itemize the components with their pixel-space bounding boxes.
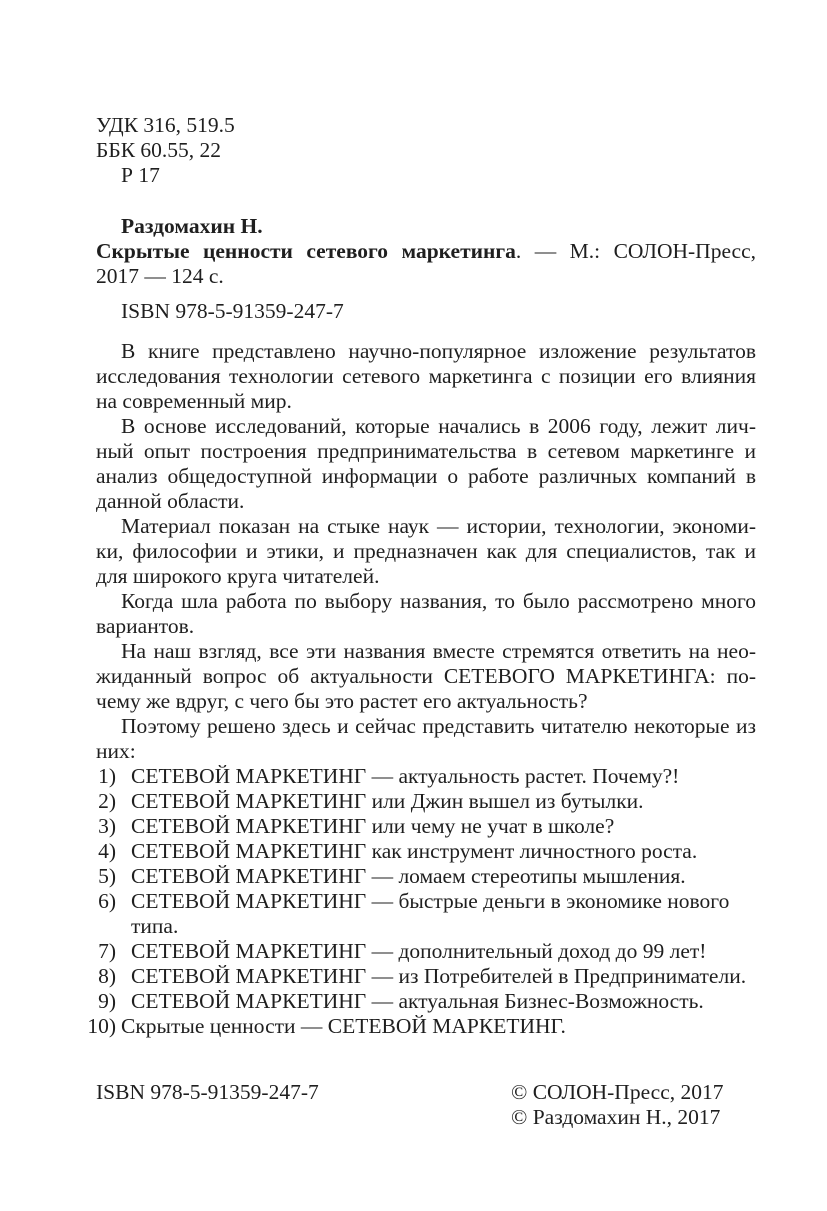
list-number: 4): [98, 839, 116, 863]
abstract-p2-line: В основе исследований, которые начались в 2006 году, лежит лич-: [121, 414, 756, 438]
abstract-p2-line: анализ общедоступной информации о работе различных компаний в: [96, 464, 756, 488]
book-title: Скрытые ценности сетевого маркетинга: [96, 239, 516, 263]
list-text-continuation: типа.: [131, 914, 179, 938]
list-number: 6): [98, 889, 116, 913]
list-number: 5): [98, 864, 116, 888]
bibliographic-record: [96, 239, 756, 264]
abstract-p6-line: Поэтому решено здесь и сейчас представить читателю некоторые из: [121, 714, 756, 738]
abstract-p5-line: чему же вдруг, с чего бы это растет его актуальность?: [96, 689, 588, 713]
list-number: 8): [98, 964, 116, 988]
abstract-p1-line: на современный мир.: [96, 389, 292, 413]
isbn-footer: ISBN 978-5-91359-247-7: [96, 1080, 319, 1104]
abstract-p3-line: ки, философии и этики, и предназначен как для специалистов, так и: [96, 539, 756, 563]
abstract-p2-line: данной области.: [96, 489, 245, 513]
publisher-info: . — М.: СОЛОН-Пресс,: [515, 239, 756, 263]
year-pages: 2017 — 124 с.: [96, 264, 224, 288]
abstract-p3-line: Материал показан на стыке наук — истории, технологии, экономи-: [121, 514, 756, 538]
list-text: СЕТЕВОЙ МАРКЕТИНГ как инструмент личностного роста.: [131, 839, 698, 863]
list-number: 10): [87, 1014, 116, 1038]
list-text: СЕТЕВОЙ МАРКЕТИНГ — из Потребителей в Предприниматели.: [131, 964, 747, 988]
abstract-p5-line: На наш взгляд, все эти названия вместе стремятся ответить на нео-: [121, 639, 756, 663]
abstract-p4-line: Когда шла работа по выбору названия, то было рассмотрено много: [121, 589, 756, 613]
list-text: СЕТЕВОЙ МАРКЕТИНГ — ломаем стереотипы мышления.: [131, 864, 686, 888]
list-text: Скрытые ценности — СЕТЕВОЙ МАРКЕТИНГ.: [121, 1014, 566, 1038]
author-name: Раздомахин Н.: [121, 214, 263, 238]
list-number: 1): [98, 764, 116, 788]
list-text: СЕТЕВОЙ МАРКЕТИНГ — дополнительный доход до 99 лет!: [131, 939, 707, 963]
list-text: СЕТЕВОЙ МАРКЕТИНГ — актуальность растет. Почему?!: [131, 764, 680, 788]
abstract-p5-line: жиданный вопрос об актуальности СЕТЕВОГО МАРКЕТИНГА: по-: [96, 664, 756, 688]
list-text: СЕТЕВОЙ МАРКЕТИНГ или Джин вышел из бутылки.: [131, 789, 644, 813]
abstract-p3-line: для широкого круга читателей.: [96, 564, 380, 588]
list-number: 9): [98, 989, 116, 1013]
list-text: СЕТЕВОЙ МАРКЕТИНГ — быстрые деньги в экономике нового: [131, 889, 730, 913]
abstract-p4-line: вариантов.: [96, 614, 195, 638]
copyright-publisher: © СОЛОН-Пресс, 2017: [511, 1080, 724, 1104]
list-text: СЕТЕВОЙ МАРКЕТИНГ или чему не учат в школе?: [131, 814, 615, 838]
abstract-p6-line: них:: [96, 739, 136, 763]
abstract-p1-line: исследования технологии сетевого маркетинга с позиции его влияния: [96, 364, 756, 388]
list-number: 3): [98, 814, 116, 838]
copyright-author: © Раздомахин Н., 2017: [511, 1105, 721, 1129]
isbn-top: ISBN 978-5-91359-247-7: [121, 299, 344, 323]
author-code: Р 17: [121, 163, 160, 187]
list-number: 7): [98, 939, 116, 963]
list-number: 2): [98, 789, 116, 813]
abstract-p1-line: В книге представлено научно-популярное изложение результатов: [121, 339, 756, 363]
udk-code: УДК 316, 519.5: [96, 113, 235, 137]
bbk-code: ББК 60.55, 22: [96, 138, 222, 162]
abstract-p2-line: ный опыт построения предпринимательства в сетевом маркетинге и: [96, 439, 756, 463]
list-text: СЕТЕВОЙ МАРКЕТИНГ — актуальная Бизнес-Возможность.: [131, 989, 704, 1013]
